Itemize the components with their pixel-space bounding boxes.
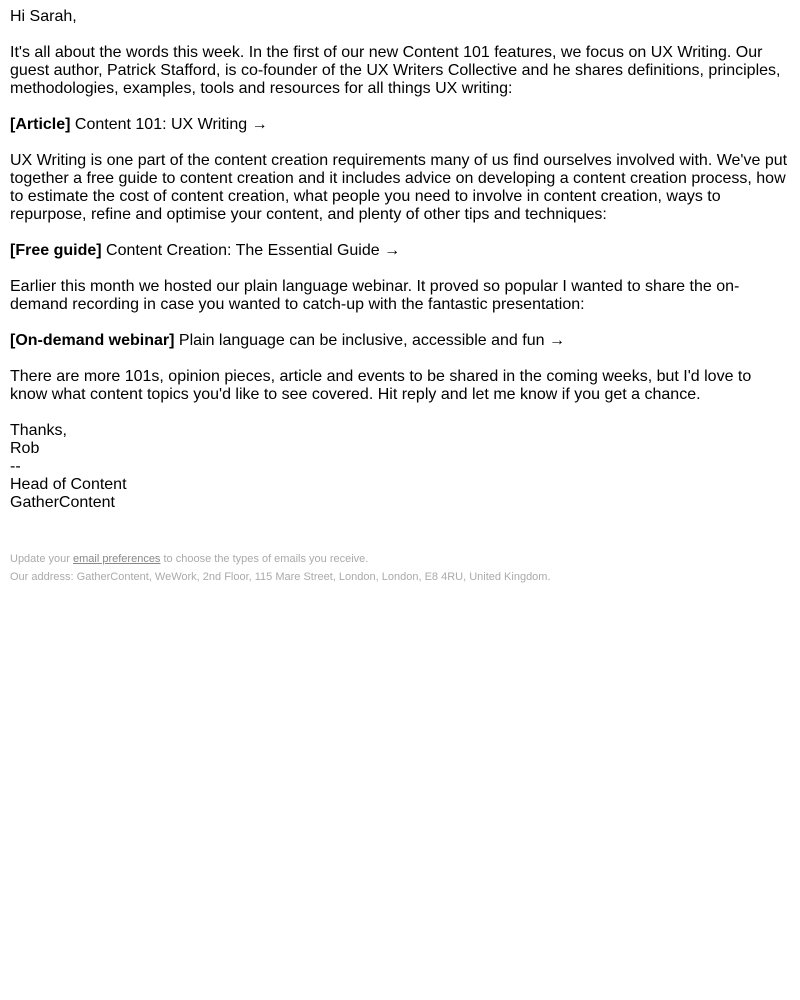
signature-separator: -- [10, 458, 21, 475]
preferences-line [10, 550, 790, 568]
intro-paragraph: It's all about the words this week. In the first of our new Content 101 features, we focus on UX Writing. Our guest author, Patrick Stafford, is co-founder of the UX Writers Collective and he shares definitions, principles, methodologies, examples, tools and resources for all things UX writing: [10, 44, 781, 97]
guide-link[interactable] [106, 242, 400, 259]
signature-name: Rob [10, 440, 40, 457]
signature [10, 422, 790, 512]
webinar-tag: [On-demand webinar] [10, 332, 175, 349]
arrow-right-icon[interactable]: → [548, 332, 565, 349]
signature-role: Head of Content [10, 476, 127, 493]
arrow-right-icon[interactable]: → [384, 242, 401, 259]
guide-link-line [10, 242, 790, 260]
article-link-line [10, 116, 790, 134]
arrow-right-icon[interactable]: → [251, 116, 268, 133]
article-tag: [Article] [10, 116, 71, 133]
guide-link-text[interactable]: Content Creation: The Essential Guide [106, 242, 380, 259]
signature-closing: Thanks, [10, 422, 67, 439]
preferences-suffix: to choose the types of emails you receive. [163, 553, 369, 565]
company-address: Our address: GatherContent, WeWork, 2nd Floor, 115 Mare Street, London, London, E8 4RU, United Kingdom. [10, 571, 551, 583]
email-preferences-link[interactable]: email preferences [73, 553, 161, 565]
article-link-text[interactable]: Content 101: UX Writing [74, 116, 248, 133]
greeting: Hi Sarah, [10, 8, 77, 25]
email-footer [10, 550, 790, 586]
guide-tag: [Free guide] [10, 242, 102, 259]
webinar-paragraph: Earlier this month we hosted our plain language webinar. It proved so popular I wanted to share the on-demand recording in case you wanted to catch-up with the fantastic presentation: [10, 278, 740, 313]
guide-paragraph: UX Writing is one part of the content creation requirements many of us find ourselves involved with. We've put together a free guide to content creation and it includes advice on developing a content creation process, how to estimate the cost of content creation, what people you need to involve in content creation, ways to repurpose, refine and optimise your content, and plenty of other tips and techniques: [10, 152, 788, 223]
preferences-prefix: Update your [10, 553, 70, 565]
closing-paragraph: There are more 101s, opinion pieces, article and events to be shared in the coming weeks, but I'd love to know what content topics you'd like to see covered. Hit reply and let me know if you get a chance. [10, 368, 752, 403]
webinar-link[interactable] [179, 332, 565, 349]
article-link[interactable] [75, 116, 268, 133]
webinar-link-line [10, 332, 790, 350]
webinar-link-text[interactable]: Plain language can be inclusive, accessible and fun [178, 332, 545, 349]
signature-company: GatherContent [10, 494, 115, 511]
